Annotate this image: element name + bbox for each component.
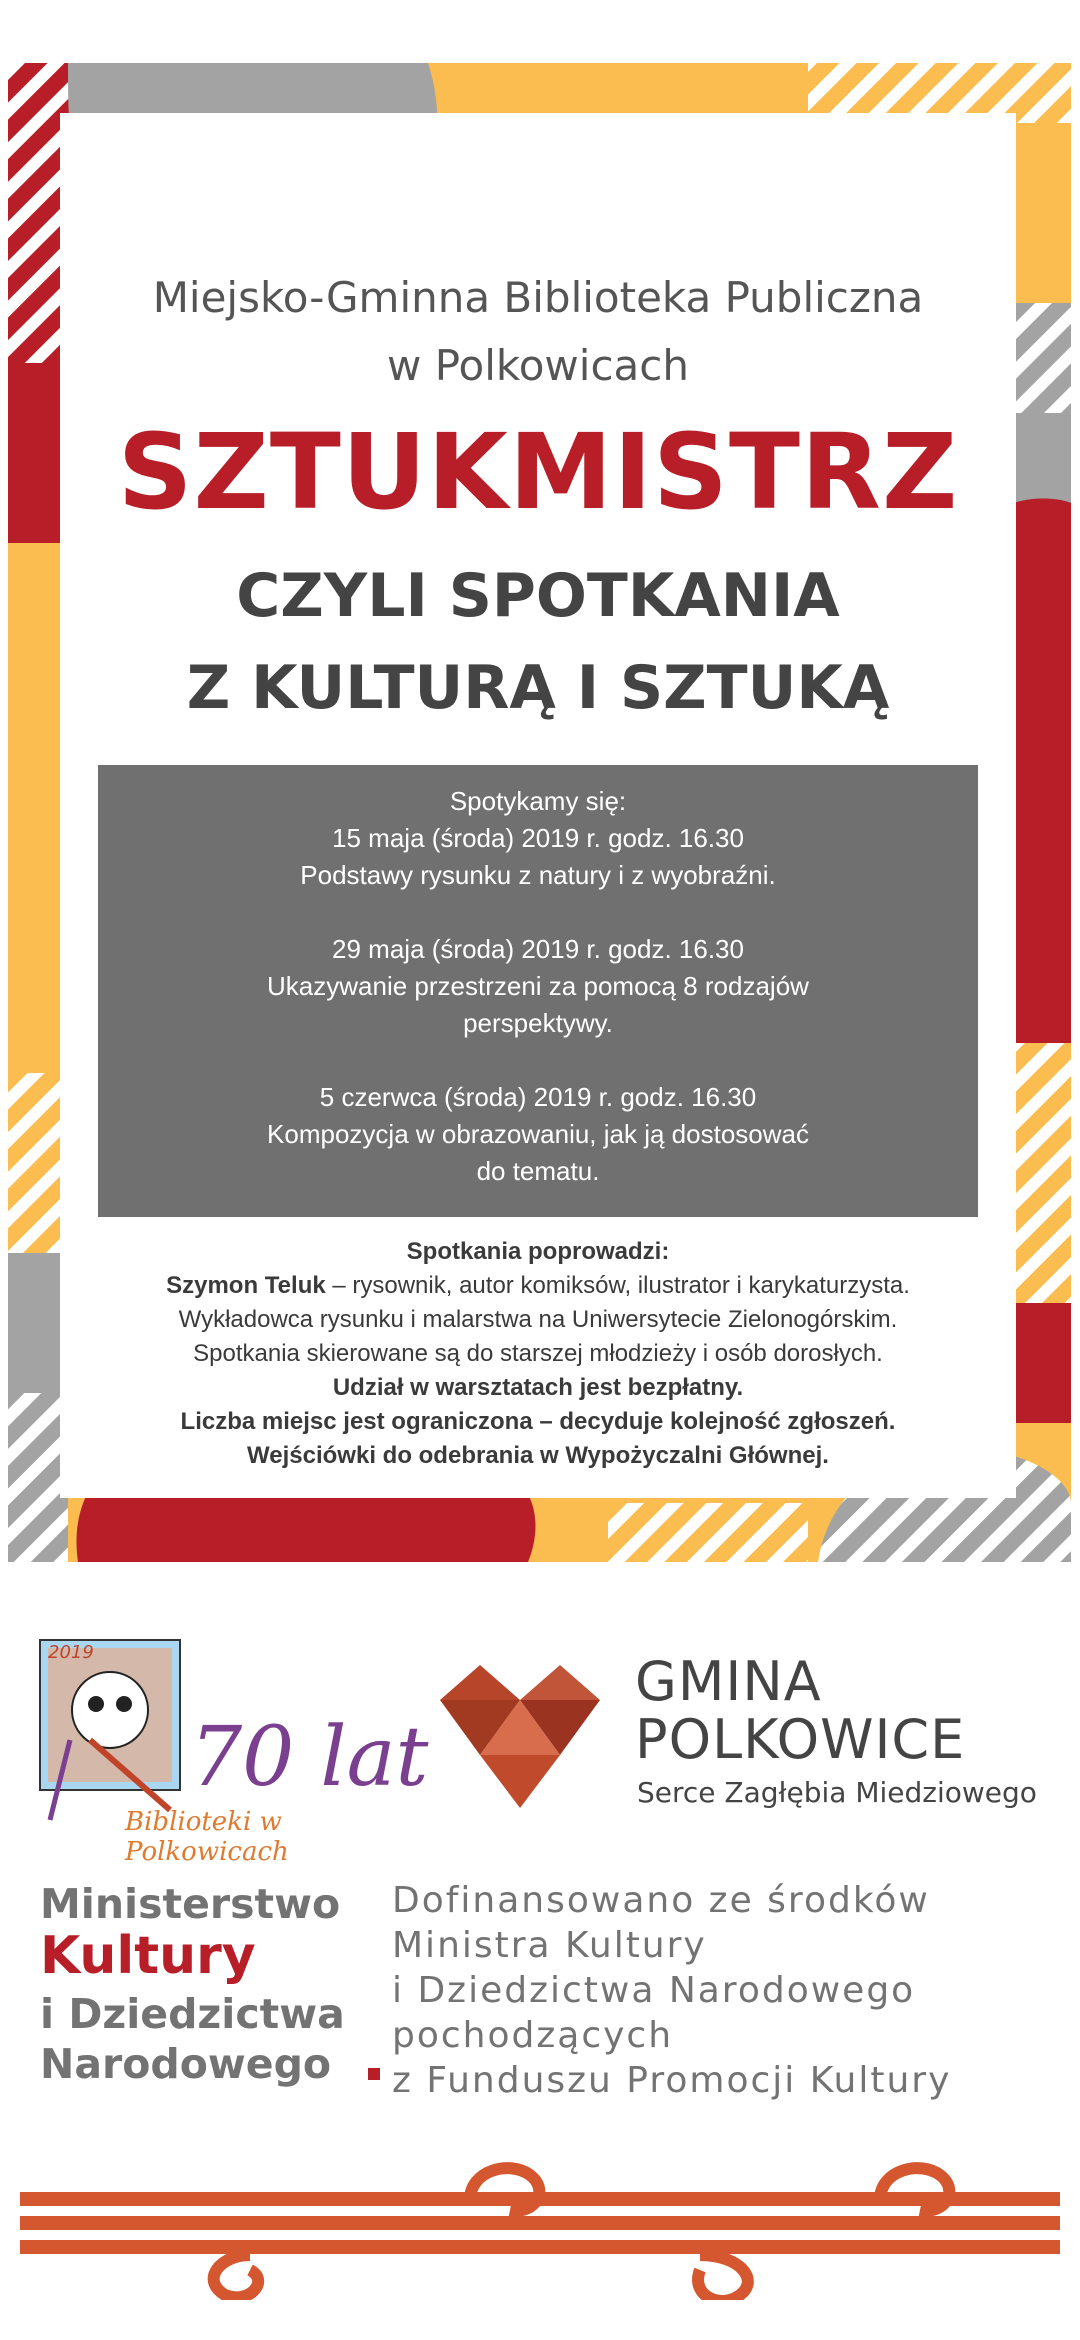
funding-note <box>392 1878 1052 2118</box>
page-title: SZTUKMISTRZ <box>117 411 959 533</box>
session-topic: do tematu. <box>476 1156 600 1186</box>
ministry-line-2: Kultury <box>40 1926 256 1986</box>
schedule-intro: Spotykamy się: <box>449 786 627 816</box>
gmina-tagline: Serce Zagłębia Miedziowego <box>637 1776 1037 1809</box>
poster-card <box>60 113 1016 1498</box>
gmina-line-1: GMINA <box>635 1650 822 1713</box>
leader-description-2: Wykładowca rysunku i malarstwa na Uniwersytecie Zielonogórskim. <box>178 1306 898 1333</box>
tickets-note: Wejściówki do odebrania w Wypożyczalni Głównej. <box>247 1442 829 1469</box>
schedule-box <box>98 765 978 1217</box>
logo-70-big: 70 lat <box>190 1710 429 1805</box>
leader-name: Szymon Teluk <box>166 1272 326 1299</box>
session-topic: Ukazywanie przestrzeni za pomocą 8 rodzajów <box>267 971 809 1001</box>
session-date: 5 czerwca (środa) 2019 r. godz. 16.30 <box>319 1082 757 1112</box>
session-topic: perspektywy. <box>463 1008 613 1038</box>
funding-line-4: pochodzących <box>392 2015 674 2056</box>
heart-icon <box>430 1660 610 1810</box>
session-topic: Kompozycja w obrazowaniu, jak ją dostosować <box>267 1119 809 1149</box>
ministry-line-4: Narodowego <box>40 2040 332 2088</box>
ministry-dot <box>368 2068 380 2080</box>
limited-note: Liczba miejsc jest ograniczona – decyduje kolejność zgłoszeń. <box>180 1408 896 1435</box>
funding-line-2: Ministra Kultury <box>392 1925 707 1966</box>
leader-description: – rysownik, autor komiksów, ilustrator i karykaturzysta. <box>325 1272 910 1299</box>
free-note: Udział w warsztatach jest bezpłatny. <box>332 1374 744 1401</box>
logo-gmina-polkowice <box>430 1650 1060 1820</box>
subtitle-line-1: CZYLI SPOTKANIA <box>236 561 840 631</box>
logo-70-small: Biblioteki w Polkowicach <box>125 1807 289 1867</box>
funding-line-3: i Dziedzictwa Narodowego <box>392 1970 916 2011</box>
logo-70-years <box>30 1620 430 1867</box>
lead-label: Spotkania poprowadzi: <box>406 1238 670 1265</box>
poster <box>8 63 1071 1562</box>
funding-line-1: Dofinansowano ze środków <box>392 1880 930 1921</box>
library-location: w Polkowicach <box>387 341 689 390</box>
session-topic: Podstawy rysunku z natury i z wyobraźni. <box>300 860 776 890</box>
session-date: 29 maja (środa) 2019 r. godz. 16.30 <box>332 934 744 964</box>
logo-ministry <box>40 1880 400 2110</box>
ministry-line-1: Ministerstwo <box>40 1880 341 1928</box>
funding-line-5: z Funduszu Promocji Kultury <box>392 2060 952 2101</box>
info-block <box>60 1235 1016 1473</box>
ministry-line-3: i Dziedzictwa <box>40 1990 345 2038</box>
decorative-band <box>0 2160 1080 2300</box>
session-date: 15 maja (środa) 2019 r. godz. 16.30 <box>332 823 744 853</box>
library-name: Miejsko-Gminna Biblioteka Publiczna <box>152 273 924 322</box>
audience-note: Spotkania skierowane są do starszej młodzieży i osób dorosłych. <box>193 1340 883 1367</box>
gmina-line-2: POLKOWICE <box>635 1708 966 1771</box>
logo-year: 2019 <box>48 1642 94 1663</box>
subtitle-line-2: Z KULTURĄ I SZTUKĄ <box>186 653 890 723</box>
